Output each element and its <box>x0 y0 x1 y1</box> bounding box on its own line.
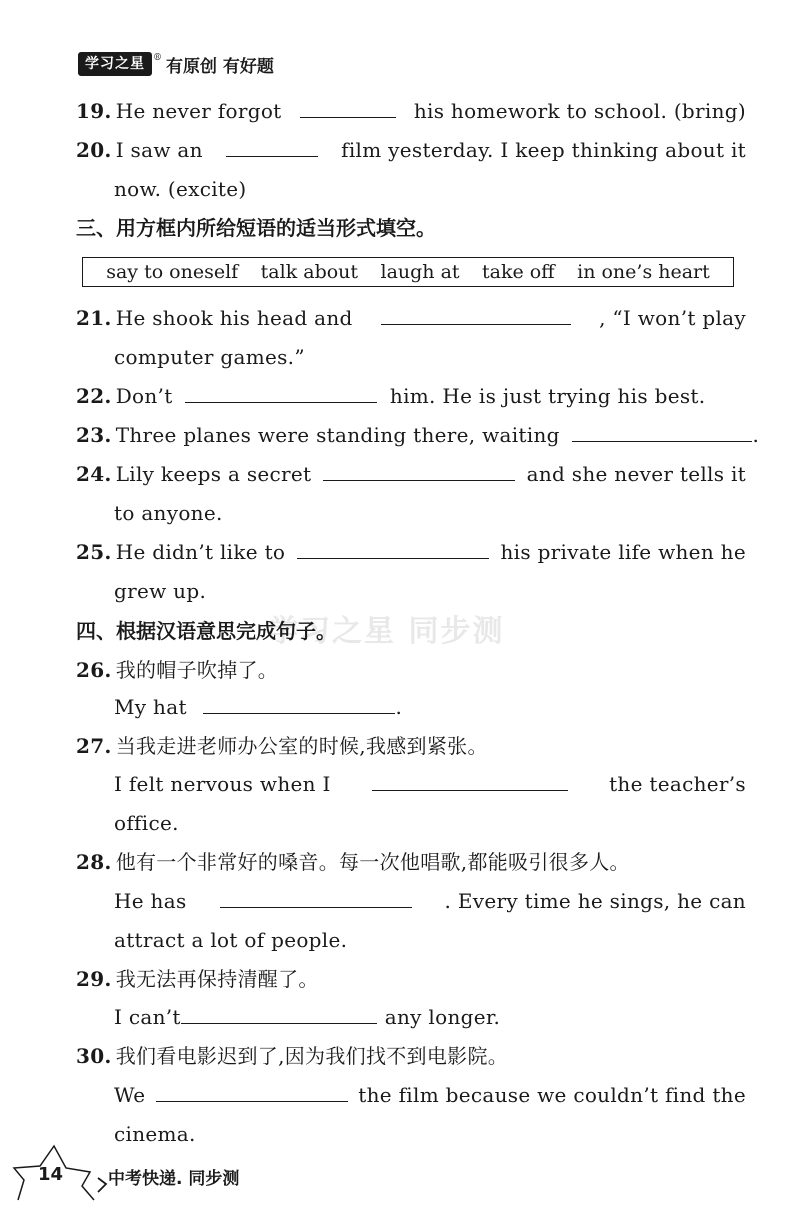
chinese-prompt: 我的帽子吹掉了。 <box>115 658 279 682</box>
answer-blank[interactable] <box>381 304 571 325</box>
question-20: 20. I saw an film yesterday. I keep thinking about it <box>76 138 746 162</box>
section-4-title: 四、根据汉语意思完成句子。 <box>76 619 336 643</box>
question-number: 30. <box>76 1044 112 1068</box>
brand-logo: 学习之星 <box>78 52 152 76</box>
question-23: 23. Three planes were standing there, waiting . <box>76 423 760 447</box>
question-28-cont: attract a lot of people. <box>114 928 348 952</box>
answer-blank[interactable] <box>220 887 412 908</box>
question-20-cont: now. (excite) <box>114 177 247 201</box>
phrase-item: in one’s heart <box>577 261 710 283</box>
answer-blank[interactable] <box>203 693 395 714</box>
question-number: 25. <box>76 540 112 564</box>
phrase-item: laugh at <box>380 261 460 283</box>
question-28-english: He has . Every time he sings, he can <box>114 889 746 913</box>
question-21-cont: computer games.” <box>114 345 305 369</box>
chinese-prompt: 我无法再保持清醒了。 <box>115 967 319 991</box>
section-3-title: 三、用方框内所给短语的适当形式填空。 <box>76 216 436 240</box>
answer-blank[interactable] <box>297 538 489 559</box>
question-27-cont: office. <box>114 811 179 835</box>
phrase-item: say to oneself <box>106 261 239 283</box>
phrase-item: talk about <box>260 261 359 283</box>
answer-blank[interactable] <box>300 97 396 118</box>
question-29-english: I can’t any longer. <box>114 1005 501 1029</box>
question-number: 27. <box>76 734 112 758</box>
question-27 <box>76 732 746 760</box>
chinese-prompt: 我们看电影迟到了,因为我们找不到电影院。 <box>115 1044 509 1068</box>
header-slogan: 有原创 有好题 <box>166 56 274 77</box>
hint: (bring) <box>673 99 746 123</box>
page-footer <box>10 1140 310 1210</box>
hint: (excite) <box>167 177 247 201</box>
chinese-prompt: 当我走进老师办公室的时候,我感到紧张。 <box>115 734 488 758</box>
question-30-english: We the film because we couldn’t find the <box>114 1083 746 1107</box>
question-number: 29. <box>76 967 112 991</box>
question-28 <box>76 848 746 876</box>
question-26-english: My hat . <box>114 695 403 719</box>
answer-blank[interactable] <box>226 136 318 157</box>
question-22: 22. Don’t him. He is just trying his best. <box>76 384 706 408</box>
phrase-item: take off <box>481 261 555 283</box>
question-27-english: I felt nervous when I the teacher’s <box>114 772 746 796</box>
page-number: 14 <box>38 1164 64 1185</box>
question-number: 21. <box>76 306 112 330</box>
footer-title: 中考快递. 同步测 <box>108 1169 240 1189</box>
answer-blank[interactable] <box>181 1003 377 1024</box>
question-26 <box>76 656 746 684</box>
question-19: 19. He never forgot his homework to school. (bring) <box>76 99 746 123</box>
chinese-prompt: 他有一个非常好的嗓音。每一次他唱歌,都能吸引很多人。 <box>115 850 630 874</box>
watermark: 学习之星 同步测 <box>268 614 505 649</box>
registered-mark: ® <box>153 53 162 63</box>
question-25: 25. He didn’t like to his private life when he <box>76 540 746 564</box>
question-30 <box>76 1042 746 1070</box>
question-number: 23. <box>76 423 112 447</box>
question-number: 28. <box>76 850 112 874</box>
question-number: 19. <box>76 99 112 123</box>
page-header <box>78 50 274 78</box>
answer-blank[interactable] <box>372 770 568 791</box>
question-21: 21. He shook his head and , “I won’t play <box>76 306 746 330</box>
question-number: 20. <box>76 138 112 162</box>
phrase-box <box>82 257 734 287</box>
question-29 <box>76 965 746 993</box>
question-25-cont: grew up. <box>114 579 207 603</box>
answer-blank[interactable] <box>185 382 377 403</box>
answer-blank[interactable] <box>156 1081 348 1102</box>
answer-blank[interactable] <box>572 421 752 442</box>
question-30-cont: cinema. <box>114 1122 196 1146</box>
question-number: 24. <box>76 462 112 486</box>
answer-blank[interactable] <box>323 460 515 481</box>
question-24-cont: to anyone. <box>114 501 223 525</box>
question-number: 26. <box>76 658 112 682</box>
question-24: 24. Lily keeps a secret and she never tells it <box>76 462 746 486</box>
question-number: 22. <box>76 384 112 408</box>
